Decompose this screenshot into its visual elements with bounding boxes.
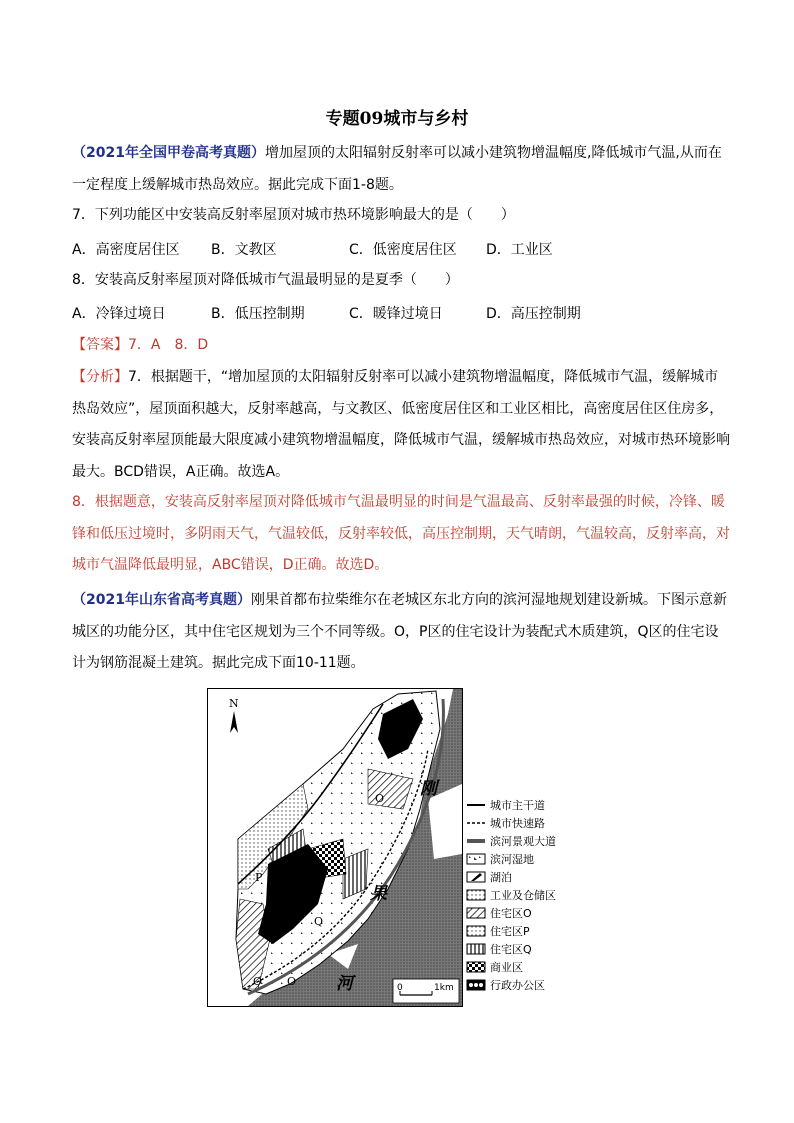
question-8-stem: 8．安装高反射率屋顶对降低城市气温最明显的是夏季（ ） [72, 272, 459, 288]
passage-1-text: 增加屋顶的太阳辐射反射率可以减小建筑物增温幅度,降低城市气温,从而在一定程度上缓解城市热岛效应。据此完成下面1-8题。 [72, 145, 722, 193]
commercial-swatch-icon [466, 961, 486, 973]
residential-p-swatch-icon [466, 925, 486, 937]
analysis-7 [72, 362, 732, 488]
lake-swatch-icon [466, 871, 486, 883]
scale-zero: 0 [397, 983, 403, 993]
expressway-swatch-icon [466, 817, 486, 829]
main-road-swatch-icon [466, 799, 486, 811]
q7-option-d: D．工业区 [486, 242, 553, 258]
administrative-swatch-icon [466, 979, 486, 991]
river-char-3: 河 [336, 974, 353, 994]
river-char-1: 刚 [420, 779, 437, 799]
passage-1-source: （2021年全国甲卷高考真题） [72, 145, 265, 161]
analysis-7-text: 7．根据题干，“增加屋顶的太阳辐射反射率可以减小建筑物增温幅度，降低城市气温，缓解城市热岛效应”，屋顶面积越大，反射率越高，与文教区、低密度居住区和工业区相比，高密度居住区住房多，安装高反射率屋顶能最大限度减小建筑物增温幅度，降低城市气温，缓解城市热岛效应，对城市热环境影响最大。BCD错误，A正确。故选A。 [72, 369, 730, 480]
passage-2 [72, 585, 732, 680]
q8-option-c: C．暖锋过境日 [349, 306, 443, 322]
question-8-options [72, 303, 732, 325]
q8-option-a: A．冷锋过境日 [72, 306, 166, 322]
q8-option-d: D．高压控制期 [486, 306, 581, 322]
page-title: 专题09城市与乡村 [325, 109, 469, 129]
north-label: N [229, 697, 239, 710]
answer-line [72, 330, 732, 362]
zone-label-p: P [255, 871, 263, 884]
riverside-avenue-swatch-icon [466, 835, 486, 847]
zone-label-q: Q [314, 915, 324, 928]
scale-unit: 1km [434, 983, 454, 993]
analysis-label: 【分析】 [72, 369, 128, 385]
analysis-8: 8．根据题意，安装高反射率屋顶对降低城市气温最明显的时间是气温最高、反射率最强的时候，冷锋、暖锋和低压过境时，多阴雨天气，气温较低，反射率较低，高压控制期，天气晴朗，气温较高，反射率高，对城市气温降低最明显，ABC错误，D正确。故选D。 [72, 494, 730, 573]
function-zone-map [207, 688, 463, 1007]
answer-label: 【答案】 [72, 337, 128, 353]
river-char-2: 果 [370, 884, 387, 904]
residential-q-swatch-icon [466, 943, 486, 955]
q7-option-a: A．高密度居住区 [72, 242, 180, 258]
zone-label-o1: O [375, 792, 385, 805]
q7-option-b: B．文教区 [211, 242, 277, 258]
zone-label-o3: O [287, 975, 297, 988]
residential-o-swatch-icon [466, 907, 486, 919]
q8-option-b: B．低压控制期 [211, 306, 305, 322]
question-7-stem: 7．下列功能区中安装高反射率屋顶对城市热环境影响最大的是（ ） [72, 207, 515, 223]
passage-1 [72, 138, 732, 201]
answer-text: 7．A 8．D [128, 337, 209, 353]
q7-option-c: C．低密度居住区 [349, 242, 457, 258]
passage-2-source: （2021年山东省高考真题） [72, 592, 251, 608]
question-7-options [72, 239, 732, 261]
passage-2-text: 刚果首都布拉柴维尔在老城区东北方向的滨河湿地规划建设新城。下图示意新城区的功能分区，其中住宅区规划为三个不同等级。O，P区的住宅设计为装配式木质建筑，Q区的住宅设计为钢筋混凝土建筑。据此完成下面10-11题。 [72, 592, 727, 671]
zone-label-o2: O [253, 975, 263, 988]
wetland-swatch-icon [466, 853, 486, 865]
industrial-swatch-icon [466, 889, 486, 901]
